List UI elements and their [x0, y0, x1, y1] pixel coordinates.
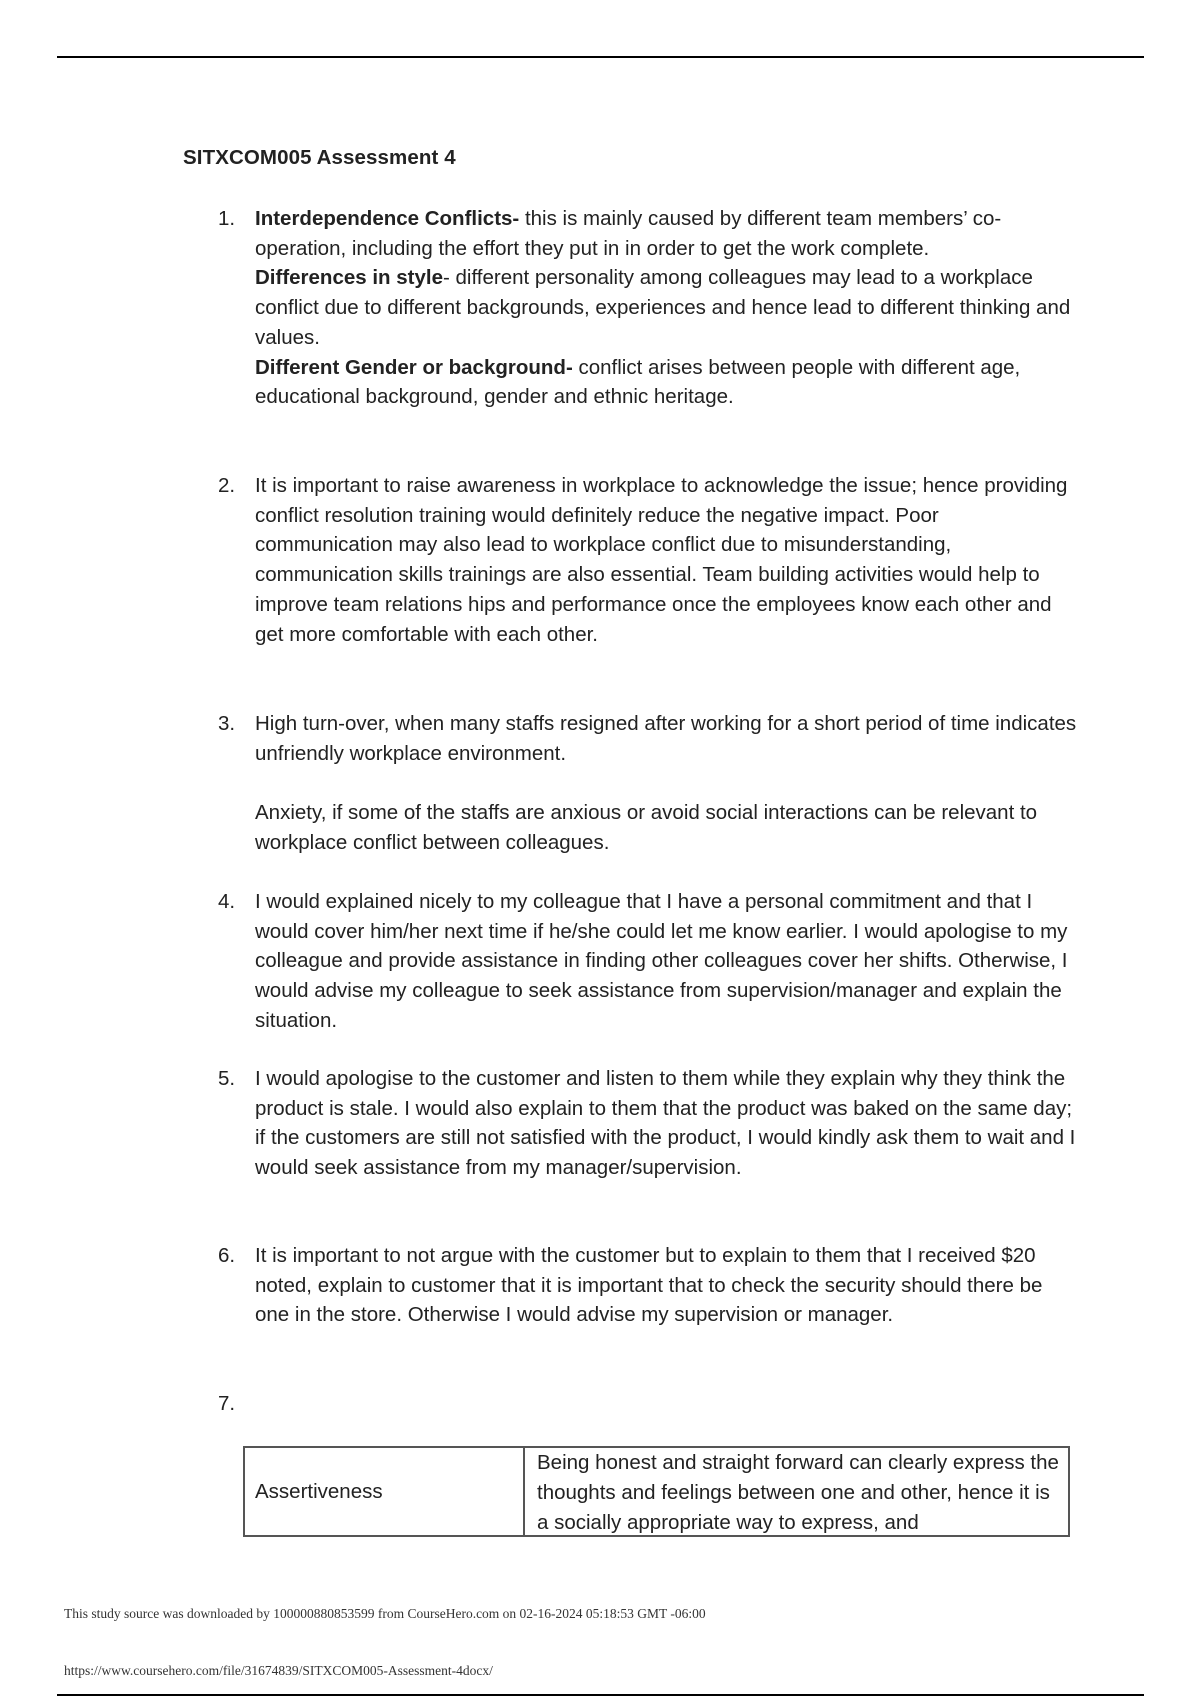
top-rule: [57, 56, 1144, 58]
item-paragraph: [255, 263, 1078, 352]
item-number: 2.: [218, 474, 236, 497]
paragraph-text: - different personality among colleagues may lead to a workplace conflict due to different backgrounds, experiences and hence lead to different thinking and values.: [255, 266, 1071, 349]
table-description-text: Being honest and straight forward can clearly express the thoughts and feelings between one and other, hence it is a socially appropriate way to express, and: [537, 1451, 1059, 1534]
list-item-3: [218, 709, 1078, 858]
list-item-1: [218, 204, 1078, 412]
item-number: 4.: [218, 890, 236, 913]
list-item-4: [218, 887, 1078, 1036]
list-item-5: [218, 1064, 1078, 1183]
table-term-text: Assertiveness: [255, 1479, 383, 1503]
paragraph-text: It is important to raise awareness in workplace to acknowledge the issue; hence providing conflict resolution training would definitely reduce the negative impact. Poor communication may also lead to workplace conflict due to misunderstanding, communication skills trainings are also essential. Team building activities would help to improve team relations hips and performance once the employees know each other and get more comfortable with each other.: [255, 474, 1068, 646]
list-item-6: [218, 1241, 1078, 1330]
paragraph-heading: Different Gender or background-: [255, 355, 573, 379]
item-number: 3.: [218, 712, 236, 735]
list-item-2: [218, 471, 1078, 649]
item-paragraph: [255, 353, 1078, 412]
comparison-table: [243, 1446, 1070, 1537]
paragraph-text: I would explained nicely to my colleague that I have a personal commitment and that I would cover him/her next time if he/she could let me know earlier. I would apologise to my colleague and provide assistance in finding other colleagues cover her shifts. Otherwise, I would advise my colleague to seek assistance from supervision/manager and explain the situation.: [255, 890, 1068, 1032]
paragraph-heading: Interdependence Conflicts-: [255, 207, 520, 230]
paragraph-text: this is mainly caused by different team members’ co-operation, including the effort they put in in order to get the work complete.: [255, 207, 1002, 260]
source-url: https://www.coursehero.com/file/31674839/SITXCOM005-Assessment-4docx/: [64, 1663, 493, 1678]
paragraph-text: I would apologise to the customer and listen to them while they explain why they think the product is stale. I would also explain to them that the product was baked on the same day; if the customers are still not satisfied with the product, I would kindly ask them to wait and I would seek assistance from my manager/supervision.: [255, 1067, 1076, 1180]
item-number: 5.: [218, 1067, 236, 1090]
table-cell-term: [245, 1448, 525, 1535]
paragraph-heading: Differences in style: [255, 266, 443, 290]
document-title: SITXCOM005 Assessment 4: [183, 146, 456, 169]
download-source-line: This study source was downloaded by 100000880853599 from CourseHero.com on 02-16-2024 05:18:53 GMT -06:00: [64, 1606, 706, 1621]
item-number: 7.: [218, 1392, 236, 1415]
item-number: 1.: [218, 207, 236, 230]
bottom-rule: [57, 1694, 1144, 1696]
paragraph-text: High turn-over, when many staffs resigned after working for a short period of time indicates unfriendly workplace environment.: [255, 712, 1077, 765]
table-cell-description: [526, 1448, 1068, 1537]
paragraph-text: Anxiety, if some of the staffs are anxious or avoid social interactions can be relevant to workplace conflict between colleagues.: [255, 801, 1038, 854]
item-paragraph: [255, 204, 1078, 263]
paragraph-text: conflict arises between people with different age, educational background, gender and ethnic heritage.: [255, 355, 1021, 409]
paragraph-text: It is important to not argue with the customer but to explain to them that I received $20 noted, explain to customer that it is important that to check the security should there be one in the store. Otherwise I would advise my supervision or manager.: [255, 1244, 1043, 1327]
item-number: 6.: [218, 1244, 236, 1267]
